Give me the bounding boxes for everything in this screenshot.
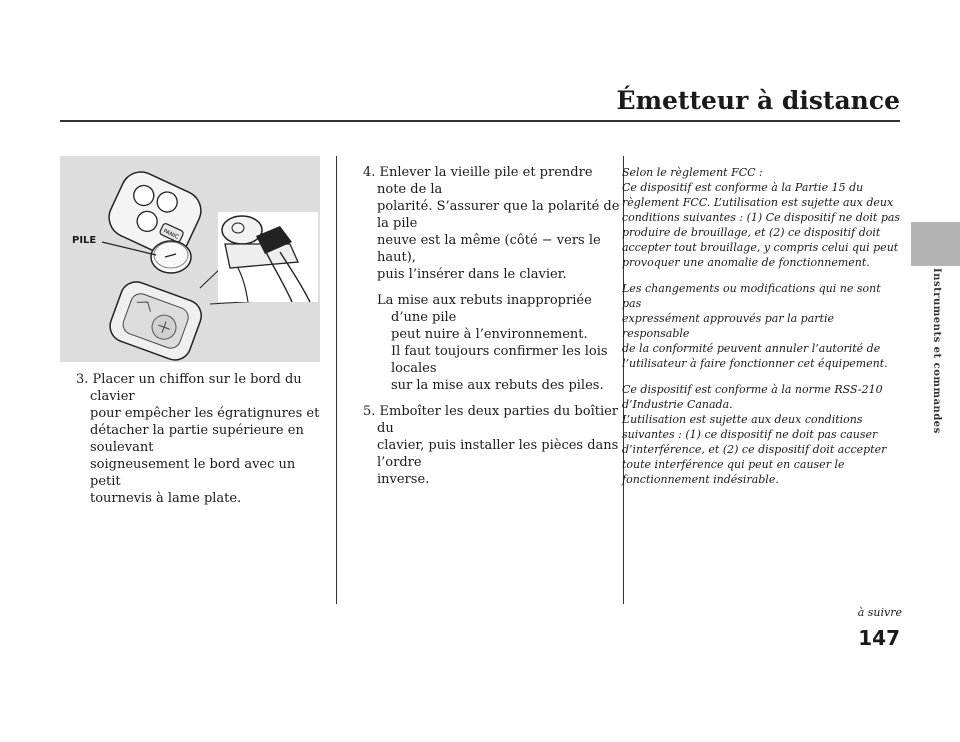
- panic-button-label: PANIC: [162, 228, 180, 241]
- disposal-line-4: sur la mise aux rebuts des piles.: [391, 378, 604, 393]
- step-list-middle: [363, 164, 623, 488]
- step-5-line-1: 5. Emboîter les deux parties du boîtier du: [363, 404, 619, 436]
- modifications-note: [622, 281, 902, 371]
- continued-indicator: à suivre: [857, 606, 902, 619]
- battery-label: PILE: [72, 235, 97, 246]
- page-title: Émetteur à distance: [616, 86, 900, 115]
- ic-line-5: d’interférence, et (2) ce dispositif doit accepter: [622, 443, 887, 456]
- step-5-line-2: clavier, puis installer les pièces dans l’ordre: [377, 438, 619, 470]
- column-divider-1: [336, 156, 337, 604]
- page-number: 147: [858, 626, 900, 650]
- fcc-line-3: règlement FCC. L’utilisation est sujette aux deux: [622, 196, 894, 209]
- step-3-line-1: 3. Placer un chiffon sur le bord du clavier: [76, 372, 302, 404]
- step-5: [363, 403, 623, 488]
- coin-battery: [151, 241, 191, 273]
- ic-line-3: L’utilisation est sujette aux deux conditions: [622, 413, 863, 426]
- step-list-left: [76, 371, 326, 507]
- changes-line-2: expressément approuvés par la partie responsable: [622, 312, 834, 340]
- section-tab-label: Instruments et commandes: [931, 268, 942, 434]
- ic-line-7: fonctionnement indésirable.: [622, 473, 779, 486]
- regulatory-notes: [622, 165, 902, 498]
- disposal-line-1: La mise aux rebuts inappropriée d’une pile: [377, 293, 592, 325]
- step-3-line-4: soigneusement le bord avec un petit: [90, 457, 296, 489]
- step-3-line-5: tournevis à lame plate.: [90, 491, 242, 506]
- step-4: [363, 164, 623, 394]
- step-3: [76, 371, 326, 507]
- step-4-line-1: 4. Enlever la vieille pile et prendre note de la: [363, 165, 593, 197]
- inset-screwdriver-detail: [218, 212, 318, 302]
- fcc-line-5: produire de brouillage, et (2) ce dispositif doit: [622, 226, 881, 239]
- fcc-line-7: provoquer une anomalie de fonctionnement.: [622, 256, 870, 269]
- step-5-line-3: inverse.: [377, 472, 430, 487]
- step-3-line-2: pour empêcher les égratignures et: [90, 406, 320, 421]
- changes-line-4: l’utilisateur à faire fonctionner cet équipement.: [622, 357, 888, 370]
- industry-canada-note: [622, 382, 902, 487]
- fcc-line-4: conditions suivantes : (1) Ce dispositif ne doit pas: [622, 211, 901, 224]
- step-4-line-4: puis l’insérer dans le clavier.: [377, 267, 567, 282]
- fcc-line-6: accepter tout brouillage, y compris celui qui peut: [622, 241, 899, 254]
- step-4-line-3: neuve est la même (côté − vers le haut),: [377, 233, 601, 265]
- section-tab: [911, 222, 960, 266]
- ic-line-6: toute interférence qui peut en causer le: [622, 458, 845, 471]
- disposal-line-2: peut nuire à l’environnement.: [391, 327, 588, 342]
- remote-bottom-half: [106, 277, 206, 362]
- ic-line-4: suivantes : (1) ce dispositif ne doit pas causer: [622, 428, 878, 441]
- changes-line-3: de la conformité peuvent annuler l’autorité de: [622, 342, 881, 355]
- battery-replacement-illustration: [60, 156, 320, 362]
- step-4-line-2: polarité. S’assurer que la polarité de la pile: [377, 199, 620, 231]
- fcc-line-1: Selon le règlement FCC :: [622, 166, 763, 179]
- step-3-line-3: détacher la partie supérieure en soulevant: [90, 423, 304, 455]
- battery-disposal-note: [377, 292, 623, 394]
- disposal-line-3: Il faut toujours confirmer les lois locales: [391, 344, 608, 376]
- ic-line-1: Ce dispositif est conforme à la norme RSS-210: [622, 383, 883, 396]
- header-rule: [60, 120, 900, 122]
- fcc-line-2: Ce dispositif est conforme à la Partie 15 du: [622, 181, 864, 194]
- fcc-note: [622, 165, 902, 270]
- ic-line-2: d’Industrie Canada.: [622, 398, 733, 411]
- changes-line-1: Les changements ou modifications qui ne sont pas: [622, 282, 881, 310]
- remote-key-drawing: [60, 156, 320, 362]
